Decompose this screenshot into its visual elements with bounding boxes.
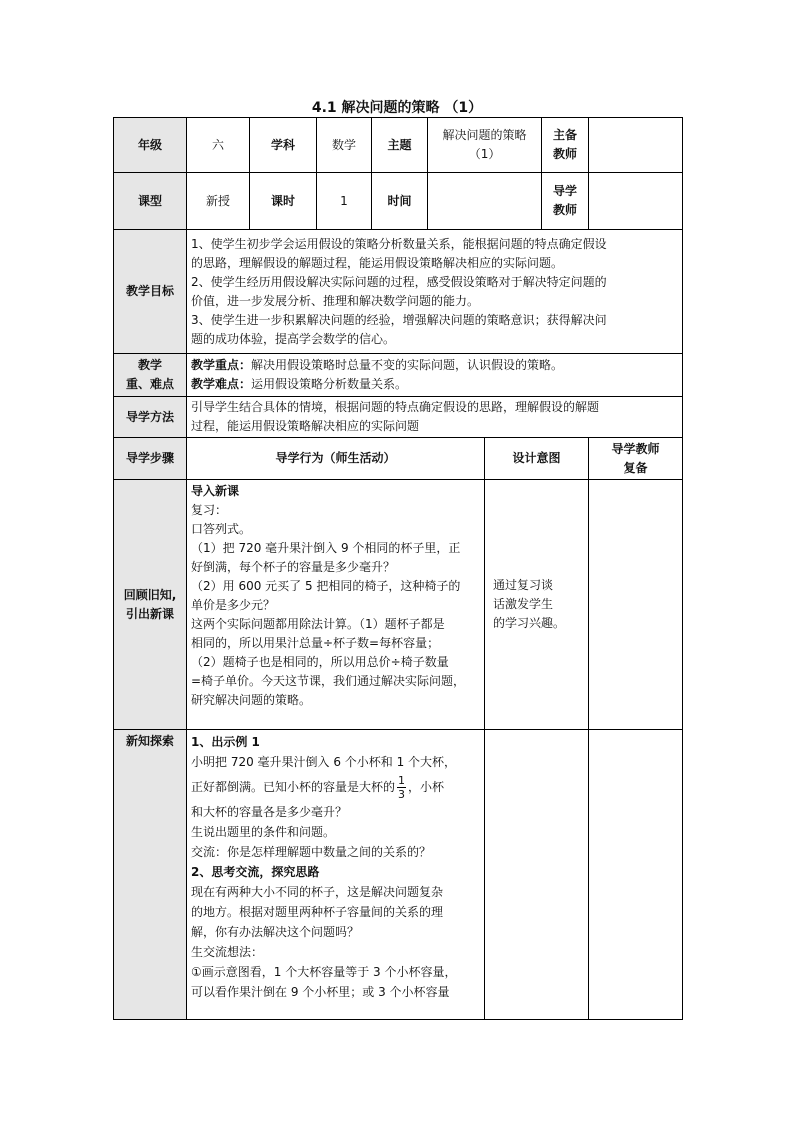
example-line: 和大杯的容量各是多少毫升？ [191, 805, 348, 819]
review-content [187, 480, 485, 730]
explore-row [114, 730, 683, 1020]
lead-teacher-label [542, 118, 589, 173]
review-line: （1）把 720 毫升果汁倒入 9 个相同的杯子里，正 [191, 541, 461, 555]
review-line: =椅子单价。今天这节课，我们通过解决实际问题， [191, 674, 466, 688]
steps-header-step: 导学步骤 [114, 438, 187, 480]
time-label: 时间 [372, 173, 428, 230]
review-line: 单价是多少元？ [191, 598, 276, 612]
fraction-one-third [397, 774, 406, 801]
guide-teacher-value [589, 173, 683, 230]
fraction-denominator: 3 [398, 788, 406, 801]
steps-header-intent: 设计意图 [485, 438, 589, 480]
review-line: （2）题椅子也是相同的，所以用总价÷椅子数量 [191, 655, 449, 669]
grade-label: 年级 [114, 118, 187, 173]
review-line: （2）用 600 元买了 5 把相同的椅子，这种椅子的 [191, 579, 461, 593]
period-label: 课时 [250, 173, 317, 230]
guide-teacher-label-line2: 教师 [553, 203, 578, 217]
subject-label: 学科 [250, 118, 317, 173]
info-row-1 [114, 118, 683, 173]
focus-label: 教学重点： [191, 358, 252, 372]
key-points-label [114, 354, 187, 397]
goals-text [187, 230, 683, 354]
example-text: ，小杯 [408, 780, 445, 794]
explore-heading-2: 2、思考交流，探究思路 [191, 865, 320, 879]
example-line: 交流：你是怎样理解题中数量之间的关系的？ [191, 845, 432, 859]
explore-line: ①画示意图看，1 个大杯容量等于 3 个小杯容量， [191, 965, 457, 979]
explore-label: 新知探索 [114, 730, 187, 1020]
review-heading: 导入新课 [191, 484, 240, 498]
steps-header-action: 导学行为（师生活动） [187, 438, 485, 480]
document-title: 4.1 解决问题的策略 （1） [311, 100, 483, 116]
difficulty-label: 教学难点： [191, 377, 252, 391]
example-line: 小明把 720 毫升果汁倒入 6 个小杯和 1 个大杯， [191, 755, 457, 769]
topic-value-line1: 解决问题的策略 [442, 128, 527, 142]
period-value: 1 [317, 173, 372, 230]
topic-label: 主题 [372, 118, 428, 173]
review-line: 这两个实际问题都用除法计算。（1）题杯子都是 [191, 617, 445, 631]
review-line: 相同的，所以用果汁总量÷杯子数=每杯容量； [191, 636, 440, 650]
lead-teacher-label-line2: 教师 [553, 147, 578, 161]
goals-line: 题的成功体验，提高学会数学的信心。 [191, 331, 396, 346]
lesson-plan-table [113, 117, 683, 1020]
info-row-2 [114, 173, 683, 230]
example-line-with-fraction [191, 772, 480, 802]
explore-heading-1: 1、出示例 1 [191, 735, 260, 749]
review-label [114, 480, 187, 730]
review-line: 研究解决问题的策略。 [191, 693, 312, 707]
steps-header-review-line1: 导学教师 [611, 441, 660, 456]
review-label-line1: 回顾旧知, [123, 587, 177, 602]
key-points-row [114, 354, 683, 397]
type-label: 课型 [114, 173, 187, 230]
lead-teacher-label-line1: 主备 [553, 128, 578, 142]
method-label: 导学方法 [114, 397, 187, 438]
key-points-text [187, 354, 683, 397]
example-text: 正好都倒满。已知小杯的容量是大杯的 [191, 780, 396, 794]
focus-line [191, 356, 678, 375]
review-line: 好倒满，每个杯子的容量是多少毫升？ [191, 560, 396, 574]
review-intent [485, 480, 589, 730]
goals-label: 教学目标 [114, 230, 187, 354]
goals-line: 2、使学生经历用假设解决实际问题的过程，感受假设策略对于解决特定问题的 [191, 274, 607, 289]
intent-line: 的学习兴趣。 [493, 616, 566, 630]
grade-value: 六 [187, 118, 250, 173]
subject-value: 数学 [317, 118, 372, 173]
intent-line: 通过复习谈 [493, 578, 554, 592]
explore-line: 现在有两种大小不同的杯子，这是解决问题复杂 [191, 885, 444, 899]
steps-header-review-line2: 复备 [623, 460, 648, 475]
goals-line: 价值，进一步发展分析、推理和解决数学问题的能力。 [191, 293, 480, 308]
lead-teacher-value [589, 118, 683, 173]
goals-row [114, 230, 683, 354]
explore-notes [589, 730, 683, 1020]
goals-line: 的思路，理解假设的解题过程，能运用假设策略解决相应的实际问题。 [191, 255, 564, 270]
topic-value [428, 118, 542, 173]
review-label-line2: 引出新课 [125, 606, 174, 621]
key-points-label-line1: 教学 [137, 358, 162, 372]
time-value [428, 173, 542, 230]
guide-teacher-label-line1: 导学 [553, 184, 578, 198]
topic-value-line2: （1） [468, 147, 501, 161]
explore-intent [485, 730, 589, 1020]
difficulty-line [191, 375, 678, 394]
intent-line: 话激发学生 [493, 597, 554, 611]
explore-line: 可以看作果汁倒在 9 个小杯里；或 3 个小杯容量 [191, 985, 450, 999]
steps-header-review [589, 438, 683, 480]
explore-content [187, 730, 485, 1020]
explore-line: 解，你有办法解决这个问题吗？ [191, 925, 360, 939]
explore-line: 的地方。根据对题里两种杯子容量间的关系的理 [191, 905, 444, 919]
method-line: 引导学生结合具体的情境，根据问题的特点确定假设的思路，理解假设的解题 [191, 400, 600, 414]
example-line: 生说出题里的条件和问题。 [191, 825, 336, 839]
key-points-label-line2: 重、难点 [125, 377, 174, 391]
method-row [114, 397, 683, 438]
type-value: 新授 [187, 173, 250, 230]
difficulty-text: 运用假设策略分析数量关系。 [251, 377, 408, 391]
steps-header-row [114, 438, 683, 480]
review-row [114, 480, 683, 730]
focus-text: 解决用假设策略时总量不变的实际问题，认识假设的策略。 [251, 358, 564, 372]
goals-line: 3、使学生进一步积累解决问题的经验，增强解决问题的策略意识；获得解决问 [191, 312, 607, 327]
method-line: 过程，能运用假设策略解决相应的实际问题 [191, 419, 420, 433]
review-line: 口答列式。 [191, 522, 252, 536]
method-text [187, 397, 683, 438]
review-line: 复习： [191, 503, 228, 517]
review-notes [589, 480, 683, 730]
guide-teacher-label [542, 173, 589, 230]
fraction-numerator: 1 [398, 774, 406, 787]
explore-line: 生交流想法： [191, 945, 264, 959]
goals-line: 1、使学生初步学会运用假设的策略分析数量关系，能根据问题的特点确定假设 [191, 236, 607, 251]
